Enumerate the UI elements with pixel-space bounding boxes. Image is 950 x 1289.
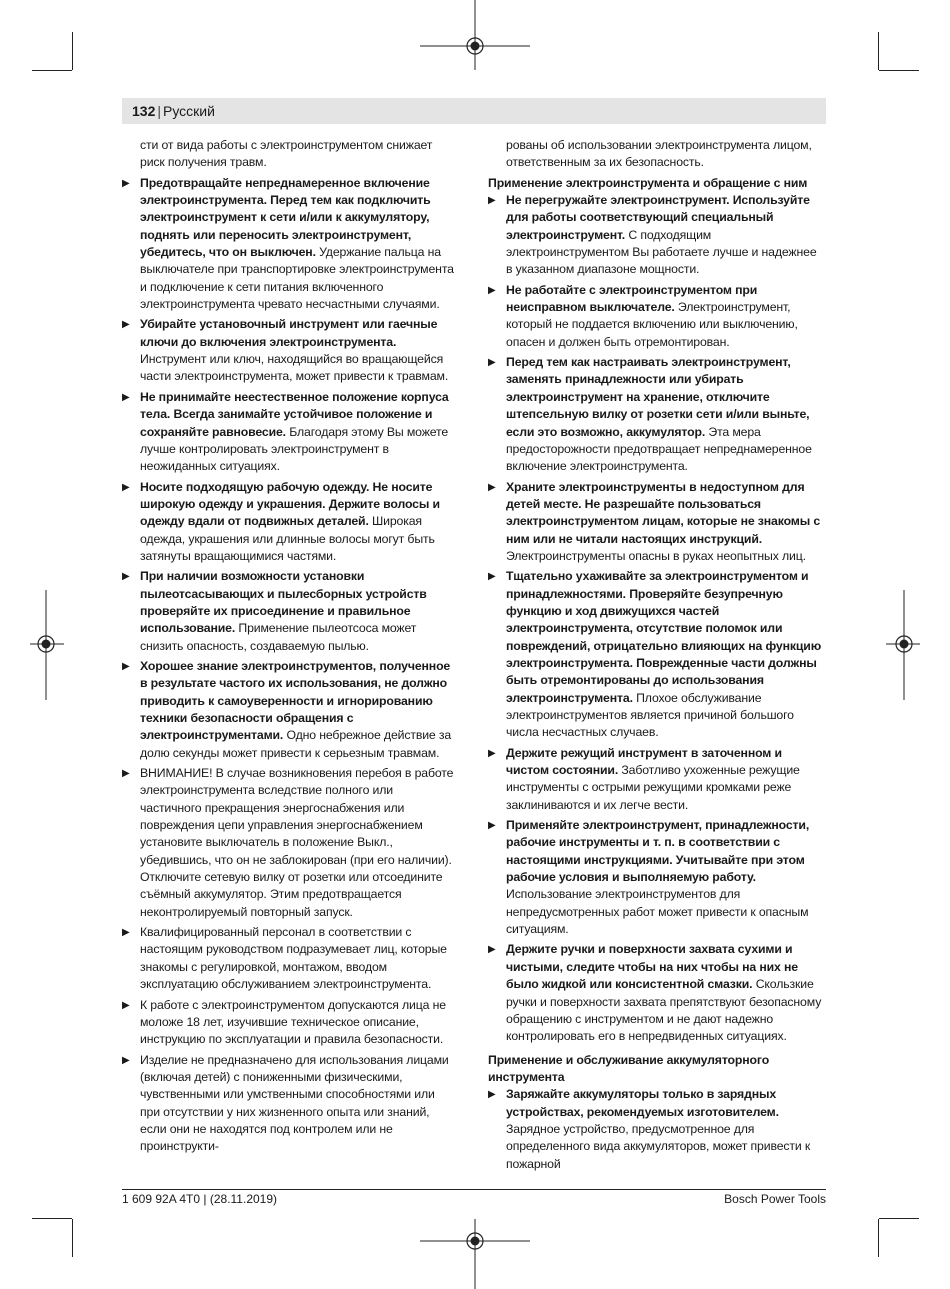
safety-item: [122, 997, 457, 1049]
safety-item: [488, 941, 823, 1045]
bullet-arrow-icon: ▶: [488, 820, 496, 832]
bullet-arrow-icon: ▶: [488, 944, 496, 956]
left-column: [122, 137, 457, 1159]
safety-item-text: Использование электроинструментов для непредусмотренных работ может привести к опасным ситуациям.: [506, 887, 809, 937]
right-item-list: [488, 192, 823, 1046]
header-separator: |: [157, 103, 161, 119]
registration-mark-top: [420, 0, 530, 70]
safety-item-bold: Не работайте с электроинструментом при неисправном выключателе.: [506, 282, 758, 315]
safety-item-text: Применение пылеотсоса может снизить опасность, создаваемую пылью.: [140, 621, 417, 653]
section-heading: Применение электроинструмента и обращение с ним: [488, 175, 808, 190]
safety-item-text: Изделие не предназначено для использования лицами (включая детей) с пониженными физическими, чувственными или умственными способностями или при отсутствии у них жизненного опыта или знаний, если они не находятся под контролем или не проинструкти-: [140, 1052, 449, 1154]
bullet-arrow-icon: ▶: [488, 284, 496, 296]
safety-item: [488, 192, 823, 279]
crop-mark: [878, 32, 879, 70]
safety-item: [122, 175, 457, 314]
crop-mark: [72, 32, 73, 70]
section-heading: Применение и обслуживание аккумуляторного инструмента: [488, 1052, 770, 1084]
left-item-list: [122, 175, 457, 1156]
safety-item-text: Благодаря этому Вы можете лучше контролировать электроинструмент в неожиданных ситуациях.: [140, 424, 449, 474]
bullet-arrow-icon: ▶: [488, 571, 496, 583]
safety-item-bold: Храните электроинструменты в недоступном для детей месте. Не разрешайте пользоваться электроинструментом лицам, которые не знакомы с ним или не читали настоящих инструкций.: [506, 479, 821, 546]
safety-item: [488, 479, 823, 566]
bullet-arrow-icon: ▶: [488, 1089, 496, 1101]
safety-item: [122, 479, 457, 566]
safety-item-bold: Не принимайте неестественное положение корпуса тела. Всегда занимайте устойчивое положение и сохраняйте равновесие.: [140, 389, 449, 439]
bullet-arrow-icon: ▶: [122, 319, 130, 331]
safety-item-text: Заботливо ухоженные режущие инструменты с острыми режущими кромками реже заклиниваются и их легче вести.: [506, 763, 800, 812]
safety-item-text: Скользкие ручки и поверхности захвата препятствуют безопасному обращению с инструментом и не дают надежно контролировать его в непредвиденных ситуациях.: [506, 977, 822, 1044]
crop-mark: [32, 1218, 72, 1219]
safety-item-text: Плохое обслуживание электроинструментов является причиной большого числа несчастных случаев.: [506, 690, 794, 740]
continued-paragraph: рованы об использовании электроинструмента лицом, ответственным за их безопасность.: [506, 138, 812, 170]
crop-mark: [879, 70, 919, 71]
safety-item: [122, 389, 457, 476]
right-column: [488, 137, 823, 1176]
safety-item-text: Электроинструменты опасны в руках неопытных лиц.: [506, 548, 806, 563]
safety-item-bold: Тщательно ухаживайте за электроинструментом и принадлежностями. Проверяйте безупречную функцию и ход движущихся частей электроинструмента, отсутствие поломок или повреждений, отрицательно влияющих на функцию электроинструмента. Поврежденные части должны быть отремонтированы до использования электроинструмента.: [506, 569, 822, 705]
safety-item-bold: Убирайте установочный инструмент или гаечные ключи до включения электроинструмента.: [140, 317, 438, 349]
registration-mark-left: [30, 590, 64, 700]
right-item-list-2: [488, 1086, 823, 1173]
safety-item: [488, 282, 823, 351]
safety-item-text: Зарядное устройство, предусмотренное для определенного вида аккумуляторов, может привести к пожарной: [506, 1121, 811, 1171]
safety-item-bold: Носите подходящую рабочую одежду. Не носите широкую одежду и украшения. Держите волосы и одежду вдали от подвижных деталей.: [140, 479, 440, 529]
safety-item: [122, 658, 457, 762]
header-language: Русский: [163, 103, 215, 119]
continued-paragraph: сти от вида работы с электроинструментом снижает риск получения травм.: [140, 138, 433, 170]
safety-item: [122, 316, 457, 385]
bullet-arrow-icon: ▶: [488, 195, 496, 207]
safety-item-text: К работе с электроинструментом допускаются лица не моложе 18 лет, изучившие техническое описание, инструкцию по эксплуатации и правила безопасности.: [140, 997, 446, 1047]
crop-mark: [879, 1218, 919, 1219]
safety-item: [488, 1086, 823, 1173]
safety-item: [122, 568, 457, 655]
crop-mark: [878, 1219, 879, 1257]
safety-item: [488, 817, 823, 938]
safety-item-text: ВНИМАНИЕ! В случае возникновения перебоя в работе электроинструмента вследствие полного или частичного прекращения энергоснабжения или повреждения цепи управления энергоснабжением установите выключатель в положение Выкл., убедившись, что он не заблокирован (при его наличии). Отключите сетевую вилку от розетки или отсоедините съёмный аккумулятор. Этим предотвращается неконтролируемый повторный запуск.: [140, 766, 454, 919]
safety-item-text: Удержание пальца на выключателе при транспортировке электроинструмента и подключение к сети питания включенного электроинструмента чревато несчастными случаями.: [140, 245, 454, 312]
safety-item: [488, 745, 823, 814]
safety-item-text: Квалифицированный персонал в соответствии с настоящим руководством подразумевает лиц, которые знакомы с регулировкой, монтажом, вводом эксплуатацию обслуживанием электроинструмента.: [140, 925, 447, 992]
safety-item: [122, 1052, 457, 1156]
safety-item-bold: При наличии возможности установки пылеотсасывающих и пылесборных устройств проверяйте их присоединение и правильное использование.: [140, 569, 427, 636]
footer-doc-id: 1 609 92A 4T0 | (28.11.2019): [122, 1192, 278, 1206]
crop-mark: [32, 70, 72, 71]
bullet-arrow-icon: ▶: [122, 177, 130, 189]
safety-item-bold: Применяйте электроинструмент, принадлежности, рабочие инструменты и т. п. в соответствии с настоящими инструкциями. Учитывайте при этом рабочие условия и выполняемую работу.: [506, 818, 810, 885]
footer-rule: [122, 1189, 826, 1190]
bullet-arrow-icon: ▶: [488, 747, 496, 759]
safety-item-text: Электроинструмент, который не поддается включению или выключению, опасен и должен быть отремонтирован.: [506, 300, 798, 349]
bullet-arrow-icon: ▶: [122, 571, 130, 583]
bullet-arrow-icon: ▶: [122, 391, 130, 403]
bullet-arrow-icon: ▶: [122, 999, 130, 1011]
safety-item-bold: Предотвращайте непреднамеренное включение электроинструмента. Перед тем как подключить электроинструмент к сети и/или к аккумулятору, поднять или переносить электроинструмент, убедитесь, что он выключен.: [140, 175, 431, 260]
page-header-band: [122, 98, 826, 124]
safety-item-text: Эта мера предосторожности предотвращает непреднамеренное включение электроинструмента.: [506, 424, 812, 474]
safety-item: [488, 568, 823, 741]
bullet-arrow-icon: ▶: [488, 357, 496, 369]
bullet-arrow-icon: ▶: [122, 1054, 130, 1066]
page-number: 132: [132, 103, 156, 119]
safety-item-bold: Хорошее знание электроинструментов, полученное в результате частого их использования, не должно приводить к самоуверенности и игнорированию техники безопасности обращения с электроинструментами.: [140, 658, 451, 743]
page-header: [132, 103, 215, 120]
safety-item-bold: Держите режущий инструмент в заточенном и чистом состоянии.: [506, 745, 782, 778]
bullet-arrow-icon: ▶: [122, 768, 130, 780]
bullet-arrow-icon: ▶: [122, 660, 130, 672]
bullet-arrow-icon: ▶: [488, 481, 496, 493]
bullet-arrow-icon: ▶: [122, 481, 130, 493]
safety-item-text: Инструмент или ключ, находящийся во вращающейся части электроинструмента, может привести к травмам.: [140, 352, 449, 384]
footer-brand: Bosch Power Tools: [724, 1192, 826, 1206]
bullet-arrow-icon: ▶: [122, 927, 130, 939]
safety-item-text: Одно небрежное действие за долю секунды может привести к серьезным травмам.: [140, 728, 452, 760]
safety-item-bold: Перед тем как настраивать электроинструмент, заменять принадлежности или убирать электроинструмент на хранение, отключите штепсельную вилку от розетки сети и/или выньте, если это возможно, аккумулятор.: [506, 355, 810, 439]
registration-mark-right: [886, 590, 920, 700]
safety-item: [122, 924, 457, 993]
registration-mark-bottom: [420, 1219, 530, 1289]
safety-item-bold: Держите ручки и поверхности захвата сухими и чистыми, следите чтобы на них чтобы на них не было жидкой или консистентной смазки.: [506, 942, 798, 992]
safety-item: [122, 765, 457, 921]
safety-item: [488, 354, 823, 475]
crop-mark: [72, 1219, 73, 1257]
safety-item-text: Широкая одежда, украшения или длинные волосы могут быть затянуты вращающимися частями.: [140, 514, 435, 563]
safety-item-bold: Заряжайте аккумуляторы только в зарядных устройствах, рекомендуемых изготовителем.: [506, 1087, 779, 1119]
safety-item-text: С подходящим электроинструментом Вы работаете лучше и надежнее в указанном диапазоне мощности.: [506, 227, 817, 277]
safety-item-bold: Не перегружайте электроинструмент. Используйте для работы соответствующий специальный электроинструмент.: [506, 193, 810, 242]
